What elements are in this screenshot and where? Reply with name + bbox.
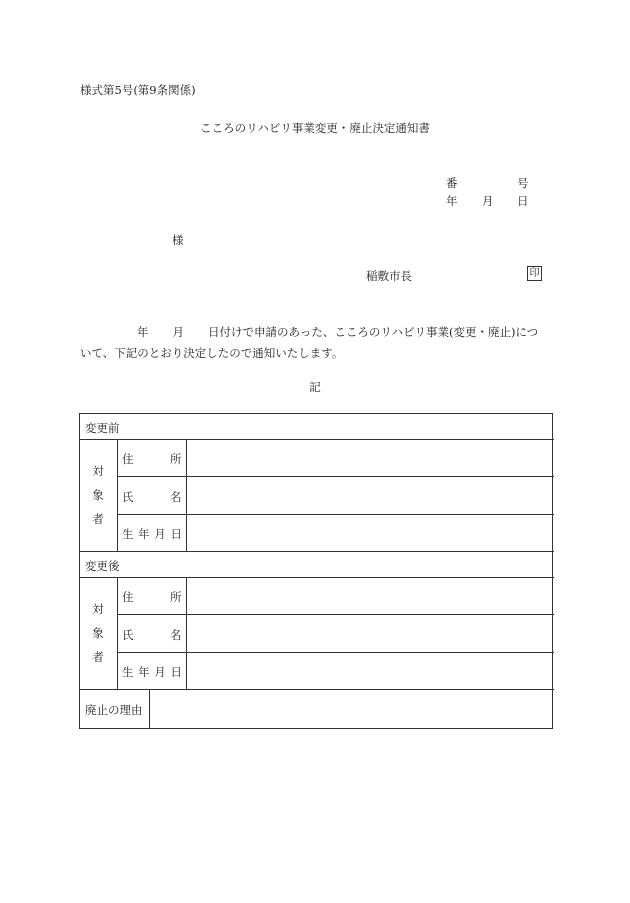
ki-heading: 記	[309, 380, 321, 394]
after-birthdate-field[interactable]	[187, 653, 553, 689]
body-year: 年	[137, 325, 149, 339]
body-month: 月	[172, 325, 184, 339]
reason-field[interactable]	[150, 690, 553, 728]
after-address-field[interactable]	[187, 578, 553, 614]
after-name-field[interactable]	[187, 615, 553, 652]
before-name-label-b: 名	[170, 490, 182, 504]
issuer-name: 稲敷市長	[366, 269, 412, 283]
change-form-table	[79, 413, 553, 729]
after-address-label-a: 住	[122, 590, 134, 604]
number-label: 番	[446, 176, 458, 190]
document-title: こころのリハビリ事業変更・廃止決定通知書	[200, 121, 430, 135]
before-name-field[interactable]	[187, 477, 553, 514]
after-name-label-a: 氏	[122, 628, 134, 642]
body-paragraph	[80, 322, 554, 364]
addressee-suffix: 様	[172, 233, 184, 247]
date-day-label: 日	[517, 194, 529, 208]
after-header: 変更後	[85, 559, 120, 573]
before-birthdate-field[interactable]	[187, 515, 553, 551]
before-subject-label: 対 象 者	[92, 464, 104, 526]
before-name-label-a: 氏	[122, 490, 134, 504]
body-text-line2: いて、下記のとおり決定したので通知いたします。	[80, 346, 344, 360]
before-address-field[interactable]	[187, 440, 553, 476]
before-address-label-b: 所	[170, 452, 182, 466]
form-number-label: 様式第5号(第9条関係)	[80, 83, 196, 97]
after-address-label-b: 所	[170, 590, 182, 604]
before-header: 変更前	[85, 421, 120, 435]
table-divider	[117, 439, 118, 551]
table-divider	[117, 577, 118, 689]
after-birthdate-label: 生 年 月 日	[122, 665, 183, 679]
before-birthdate-label: 生 年 月 日	[122, 527, 183, 541]
seal-mark: 印	[527, 266, 542, 281]
table-divider	[80, 551, 554, 552]
after-subject-label: 対 象 者	[92, 602, 104, 664]
number-suffix: 号	[517, 176, 529, 190]
date-month-label: 月	[482, 194, 494, 208]
body-text-line1: 日付けで申請のあった、こころのリハビリ事業(変更・廃止)につ	[208, 325, 539, 339]
before-address-label-a: 住	[122, 452, 134, 466]
after-name-label-b: 名	[170, 628, 182, 642]
date-year-label: 年	[446, 194, 458, 208]
reason-label: 廃止の理由	[85, 703, 143, 717]
